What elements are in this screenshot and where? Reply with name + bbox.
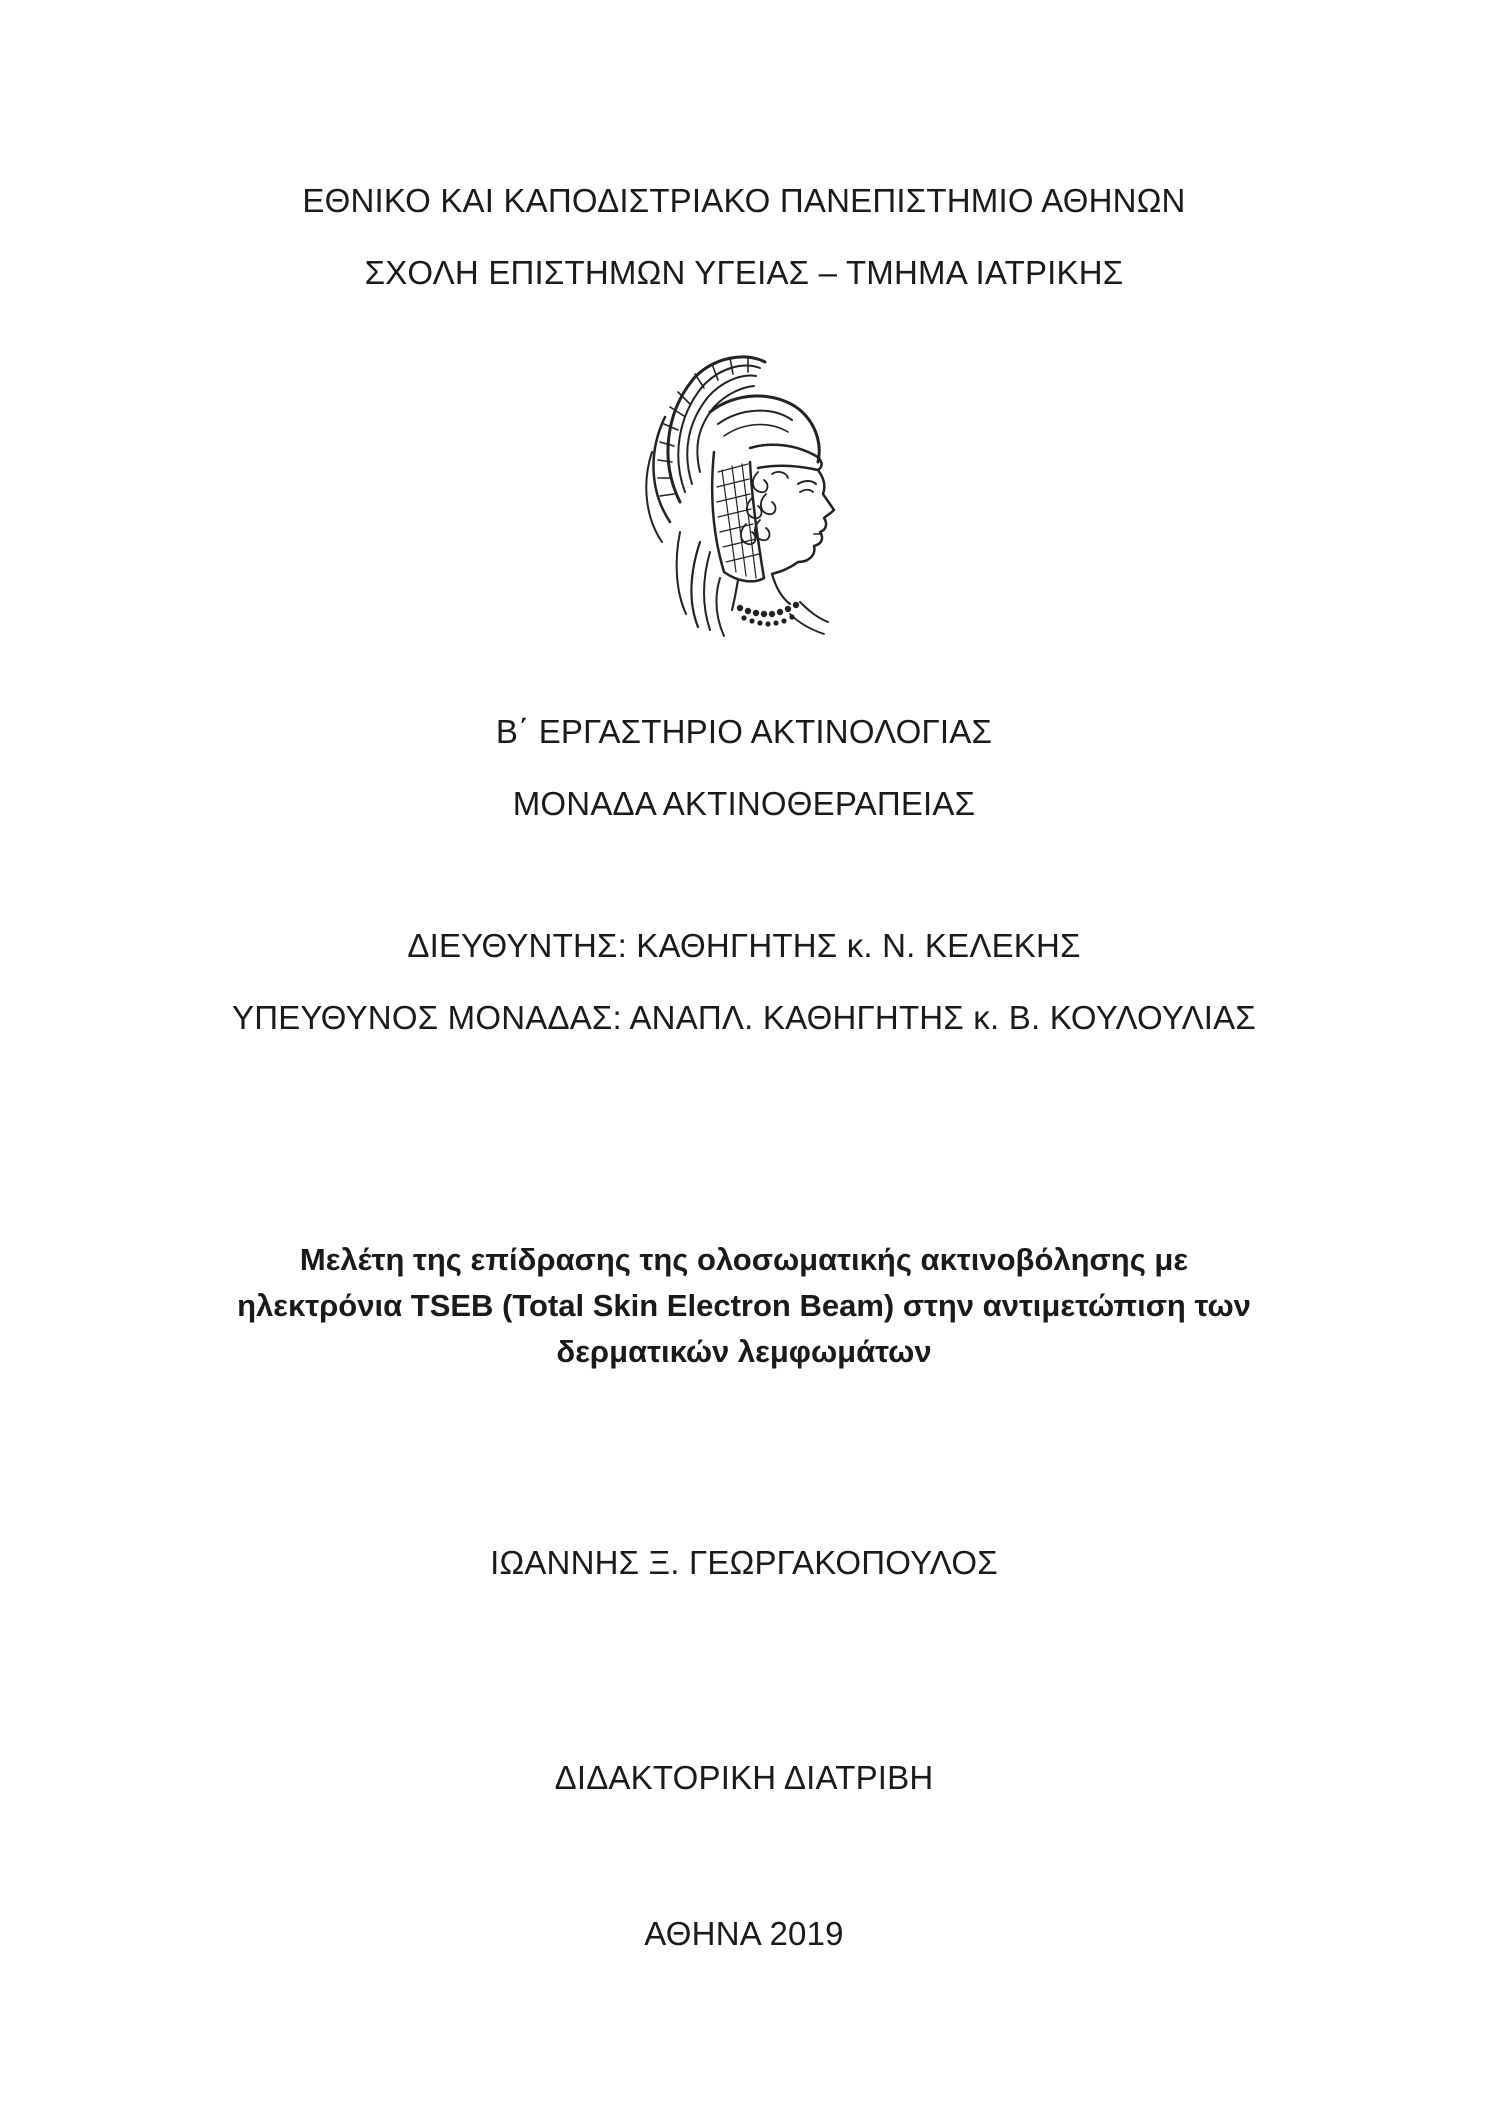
author-name: ΙΩΑΝΝΗΣ Ξ. ΓΕΩΡΓΑΚΟΠΟΥΛΟΣ <box>490 1544 998 1581</box>
thesis-title-line: Μελέτη της επίδρασης της ολοσωματικής ακτινοβόλησης με <box>299 1242 1189 1277</box>
place-and-year: ΑΘΗΝΑ 2019 <box>644 1915 844 1952</box>
university-name: ΕΘΝΙΚΟ ΚΑΙ ΚΑΠΟΔΙΣΤΡΙΑΚΟ ΠΑΝΕΠΙΣΤΗΜΙΟ ΑΘΗΝΩΝ <box>302 182 1186 219</box>
school-name: ΣΧΟΛΗ ΕΠΙΣΤΗΜΩΝ ΥΓΕΙΑΣ – ΤΜΗΜΑ ΙΑΤΡΙΚΗΣ <box>364 254 1124 291</box>
unit-head-line: ΥΠΕΥΘΥΝΟΣ ΜΟΝΑΔΑΣ: ΑΝΑΠΛ. ΚΑΘΗΓΗΤΗΣ κ. Β. ΚΟΥΛΟΥΛΙΑΣ <box>231 999 1256 1036</box>
thesis-type: ΔΙΔΑΚΤΟΡΙΚΗ ΔΙΑΤΡΙΒΗ <box>554 1759 934 1796</box>
thesis-title-line: δερματικών λεμφωμάτων <box>556 1334 932 1369</box>
laboratory-name: Β΄ ΕΡΓΑΣΤΗΡΙΟ ΑΚΤΙΝΟΛΟΓΙΑΣ <box>495 713 993 750</box>
athena-head-emblem-icon <box>640 352 846 640</box>
thesis-title-line: ηλεκτρόνια TSEB (Total Skin Electron Beam) στην αντιμετώπιση των <box>237 1288 1251 1323</box>
director-line: ΔΙΕΥΘΥΝΤΗΣ: ΚΑΘΗΓΗΤΗΣ κ. Ν. ΚΕΛΕΚΗΣ <box>407 927 1081 964</box>
unit-name: ΜΟΝΑΔΑ ΑΚΤΙΝΟΘΕΡΑΠΕΙΑΣ <box>512 785 976 822</box>
